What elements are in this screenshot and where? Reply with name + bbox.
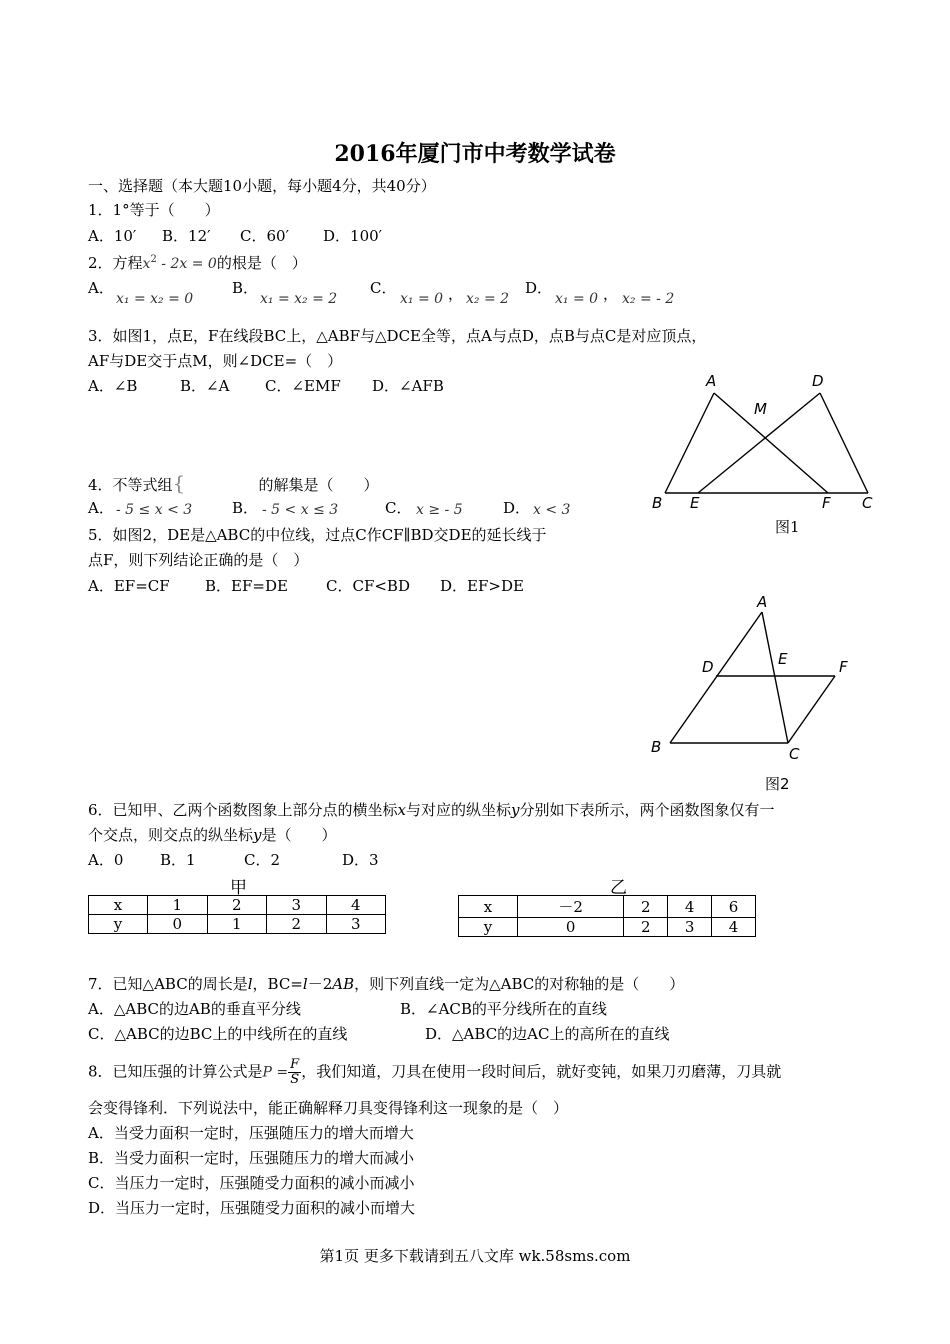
q7-option-c: C．△ABC的边BC上的中线所在的直线	[88, 1025, 348, 1043]
q4-option-c-label: C．	[385, 499, 412, 517]
table-row: x －2 2 4 6	[459, 896, 756, 918]
q3-option-d: D．∠AFB	[372, 377, 444, 395]
q3-line2: AF与DE交于点M，则∠DCE=（ ）	[88, 352, 343, 370]
q2-stem-post: 的根是（ ）	[216, 254, 307, 272]
fig1-label-b: B	[652, 494, 663, 512]
fig1-label-a: A	[706, 372, 717, 390]
q4-stem-post: 的解集是（ ）	[258, 476, 379, 494]
q2-option-a-label: A．	[88, 279, 114, 297]
q6-var-x: x	[397, 801, 407, 819]
q2-option-d-label: D．	[525, 279, 553, 297]
q5-option-d: D．EF>DE	[440, 577, 524, 595]
q1-option-d: D．100′	[323, 227, 383, 245]
figure-2-caption: 图2	[765, 775, 790, 793]
q4-option-b: - 5 < x ≤ 3	[262, 502, 339, 518]
q3-option-b: B．∠A	[180, 377, 230, 395]
q6-option-a: A．0	[88, 851, 124, 869]
q8-formula-fraction: $\frac{F}{S}$	[290, 1057, 300, 1087]
fig2-segment-ab	[670, 612, 762, 743]
q1-stem: 1．1°等于（ ）	[88, 201, 220, 219]
q7-stem: 7．已知△ABC的周长是l，BC=l－2AB，则下列直线一定为△ABC的对称轴的是（ ）	[88, 975, 685, 993]
q1-option-a: A．10′	[88, 227, 137, 245]
q4-stem	[88, 473, 379, 495]
q2-option-c1: x₁ = 0	[400, 291, 444, 307]
q4-option-d-label: D．	[503, 499, 531, 517]
q4-option-c: x ≥ - 5	[416, 502, 463, 518]
q8-option-a: A．当受力面积一定时，压强随压力的增大而增大	[88, 1124, 414, 1142]
fig2-label-b: B	[651, 738, 662, 756]
q4-stem-pre: 4．不等式组	[88, 476, 173, 494]
q2-option-c2: x₂ = 2	[466, 291, 510, 307]
q2-option-d-comma: ，	[603, 285, 619, 303]
q4-option-d: x < 3	[533, 502, 571, 518]
fig1-segment-ba	[665, 393, 714, 493]
q6-option-b: B．1	[160, 851, 196, 869]
q5-line1: 5．如图2，DE是△ABC的中位线，过点C作CF∥BD交DE的延长线于	[88, 526, 547, 544]
q8-option-d: D．当压力一定时，压强随受力面积的减小而增大	[88, 1199, 416, 1217]
section-heading: 一、选择题（本大题10小题，每小题4分，共40分）	[88, 177, 436, 195]
fig2-label-d: D	[702, 658, 714, 676]
q4-inequality-system	[173, 473, 259, 495]
q2-option-d1: x₁ = 0	[555, 291, 599, 307]
table-jia-caption: 甲	[230, 878, 247, 898]
page-footer: 第1页 更多下载请到五八文库 wk.58sms.com	[319, 1247, 631, 1265]
q8-option-c: C．当压力一定时，压强随受力面积的减小而减小	[88, 1174, 415, 1192]
q5-line2: 点F，则下列结论正确的是（ ）	[88, 551, 309, 569]
q8-option-b: B．当受力面积一定时，压强随压力的增大而减小	[88, 1149, 415, 1167]
fig2-label-f: F	[839, 658, 848, 676]
fig1-segment-af	[714, 393, 828, 493]
fig2-label-c: C	[789, 745, 800, 763]
fig1-label-m: M	[754, 400, 767, 418]
q7-option-a: A．△ABC的边AB的垂直平分线	[88, 1000, 301, 1018]
q8-stem: 8．已知压强的计算公式是P = $\frac{F}{S}$ ，我们知道，刀具在使用一段时间后，就好变钝，如果刀刃磨薄，刀具就	[88, 1057, 782, 1087]
q6-var-y: y	[511, 801, 520, 819]
fig1-label-d: D	[812, 372, 824, 390]
fig1-label-e: E	[690, 494, 700, 512]
table-row: y 0 1 2 3	[89, 915, 386, 934]
q4-option-a: - 5 ≤ x < 3	[116, 502, 193, 518]
q3-line1: 3．如图1，点E，F在线段BC上，△ABF与△DCE全等，点A与点D，点B与点C是对应顶点，	[88, 327, 707, 345]
table-row: y 0 2 3 4	[459, 918, 756, 937]
q2-stem	[88, 250, 307, 274]
fig2-segment-ac	[762, 612, 788, 743]
q2-option-b-label: B．	[232, 279, 259, 297]
fig1-segment-dc	[820, 393, 868, 493]
q2-option-c-label: C．	[370, 279, 397, 297]
figure-1	[648, 370, 883, 515]
q6-option-c: C．2	[244, 851, 281, 869]
q8-line2: 会变得锋利．下列说法中，能正确解释刀具变得锋利这一现象的是（ ）	[88, 1099, 569, 1117]
q7-var-ab: AB	[332, 975, 355, 993]
figure-1-caption: 图1	[775, 518, 800, 536]
fig2-segment-fc	[788, 676, 835, 743]
q4-option-b-label: B．	[232, 499, 259, 517]
q1-option-c: C．60′	[240, 227, 289, 245]
q1-option-b: B．12′	[162, 227, 211, 245]
q7-var-l: l	[247, 975, 253, 993]
q2-option-a: x₁ = x₂ = 0	[116, 291, 194, 307]
table-yi	[458, 895, 756, 937]
page-title: 2016年厦门市中考数学试卷	[334, 141, 616, 167]
q7-option-b: B．∠ACB的平分线所在的直线	[400, 1000, 607, 1018]
table-row: x 1 2 3 4	[89, 896, 386, 915]
q8-formula-p: P =	[262, 1064, 289, 1081]
q6-line2: 个交点，则交点的纵坐标y是（ ）	[88, 826, 337, 844]
fig1-label-f: F	[822, 494, 831, 512]
fig2-label-a: A	[757, 593, 768, 611]
fig2-label-e: E	[778, 650, 788, 668]
q3-option-c: C．∠EMF	[265, 377, 341, 395]
q4-option-a-label: A．	[88, 499, 114, 517]
q4-brace-icon: {	[172, 471, 186, 495]
q6-line1: 6．已知甲、乙两个函数图象上部分点的横坐标x与对应的纵坐标y分别如下表所示，两个函数图象仅有一	[88, 801, 775, 819]
q2-option-d2: x₂ = - 2	[622, 291, 675, 307]
q5-option-a: A．EF=CF	[88, 577, 170, 595]
q5-option-c: C．CF<BD	[326, 577, 410, 595]
table-yi-caption: 乙	[610, 878, 627, 898]
q2-stem-pre: 2．方程	[88, 254, 143, 272]
fig1-label-c: C	[862, 494, 873, 512]
q6-option-d: D．3	[342, 851, 379, 869]
figure-2	[645, 592, 865, 767]
q2-option-c-comma: ，	[448, 285, 464, 303]
q3-option-a: A．∠B	[88, 377, 138, 395]
q2-option-b: x₁ = x₂ = 2	[260, 291, 338, 307]
q2-equation: $x^2 - 2x = 0$	[142, 254, 217, 272]
q5-option-b: B．EF=DE	[205, 577, 288, 595]
table-jia	[88, 895, 386, 934]
q7-option-d: D．△ABC的边AC上的高所在的直线	[425, 1025, 670, 1043]
